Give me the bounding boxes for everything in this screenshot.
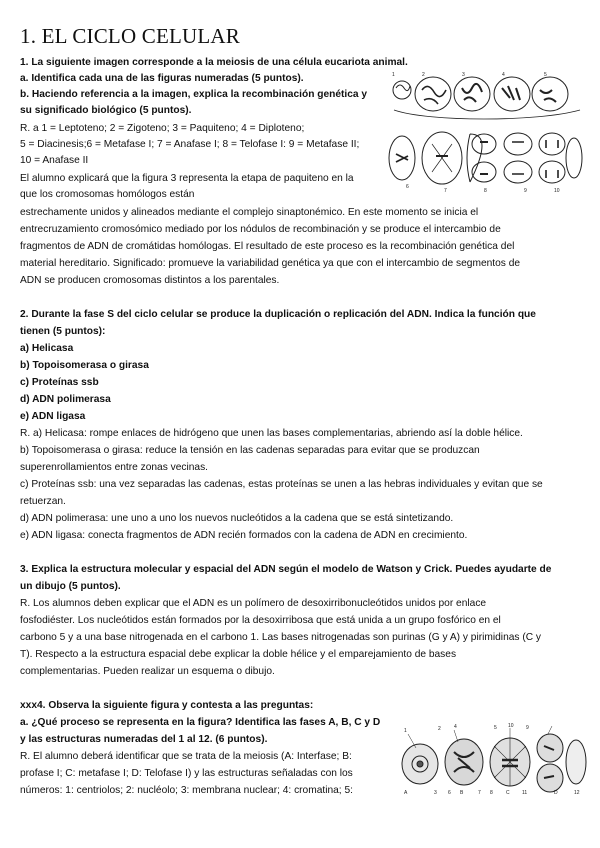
q2-line-6: d) ADN polimerasa [20, 394, 111, 405]
q3-answer-line-5: complementarias. Pueden realizar un esquema o dibujo. [20, 666, 275, 677]
q1-answer-line-7: entrecruzamiento cromosómico mediado por los nódulos de recombinación y se produce el intercambio de [20, 224, 501, 235]
fig2-label-7: 7 [478, 790, 481, 796]
q1-line-3: b. Haciendo referencia a la imagen, explica la recombinación genética y [20, 89, 368, 100]
q3-line-1: 3. Explica la estructura molecular y espacial del ADN según el modelo de Watson y Crick. Puedes ayudarte de [20, 564, 552, 575]
q1-answer-line-10: ADN se producen cromosomas distintos a los parentales. [20, 275, 280, 286]
fig2-label-B: B [460, 790, 464, 796]
q3-line-2: un dibujo (5 puntos). [20, 581, 121, 592]
fig2-label-2: 2 [438, 726, 441, 732]
fig1-label-9: 9 [524, 188, 527, 194]
q1-answer-line-1: R. a 1 = Leptoteno; 2 = Zigoteno; 3 = Paquiteno; 4 = Diploteno; [20, 123, 305, 134]
q1-answer-line-5: que los cromosomas homólogos están [20, 189, 195, 200]
q2-line-5: c) Proteínas ssb [20, 377, 99, 388]
fig2-label-4: 4 [454, 724, 457, 730]
fig2-label-5: 5 [494, 725, 497, 731]
q1-answer-line-3: 10 = Anafase II [20, 155, 89, 166]
cell-division-figure [398, 722, 588, 798]
fig2-label-6: 6 [448, 790, 451, 796]
q4-line-3: y las estructuras numeradas del 1 al 12. (6 puntos). [20, 734, 268, 745]
fig2-label-3: 3 [434, 790, 437, 796]
q2-line-7: e) ADN ligasa [20, 411, 86, 422]
fig2-label-12: 12 [574, 790, 580, 796]
fig1-label-5: 5 [544, 72, 547, 78]
fig1-label-1: 1 [392, 72, 395, 78]
fig1-label-2: 2 [422, 72, 425, 78]
q3-answer-line-2: fosfodiéster. Los nucleótidos están formados por la desoxirribosa que está unida a un grupo fosfórico en el [20, 615, 501, 626]
q4-line-1: xxx4. Observa la siguiente figura y contesta a las preguntas: [20, 700, 314, 711]
q1-answer-line-4: El alumno explicará que la figura 3 representa la etapa de paquiteno en la [20, 173, 354, 184]
meiosis-figure [388, 70, 586, 198]
q2-answer-line-4: c) Proteínas ssb: una vez separadas las cadenas, estas proteínas se unen a las hebras individuales y evitan que se [20, 479, 543, 490]
fig2-label-C: C [506, 790, 510, 796]
fig2-label-9: 9 [526, 725, 529, 731]
q2-answer-line-3: superenrollamientos entre zonas vecinas. [20, 462, 209, 473]
q4-answer-line-3: números: 1: centriolos; 2: nucléolo; 3: membrana nuclear; 4: cromatina; 5: [20, 785, 353, 796]
q2-answer-line-2: b) Topoisomerasa o girasa: reduce la tensión en las cadenas separadas para evitar que se produzcan [20, 445, 480, 456]
q3-answer-line-1: R. Los alumnos deben explicar que el ADN es un polímero de desoxirribonucleótidos unidos por enlace [20, 598, 487, 609]
q2-answer-line-7: e) ADN ligasa: conecta fragmentos de ADN recién formados con la cadena de ADN en crecimiento. [20, 530, 468, 541]
q1-answer-line-6: estrechamente unidos y alineados mediante el complejo sinaptonémico. En este momento se inicia el [20, 207, 479, 218]
fig2-label-10: 10 [508, 723, 514, 729]
fig2-label-1: 1 [404, 728, 407, 734]
fig1-label-3: 3 [462, 72, 465, 78]
fig1-label-10: 10 [554, 188, 560, 194]
q1-answer-line-9: material hereditario. Significado: promueve la variabilidad genética ya que con el intercambio de segmentos de [20, 258, 521, 269]
q4-answer-line-2: profase I; C: metafase I; D: Telofase I) y las estructuras señaladas con los [20, 768, 353, 779]
fig2-label-11: 11 [522, 790, 528, 796]
q4-line-2: a. ¿Qué proceso se representa en la figura? Identifica las fases A, B, C y D [20, 717, 381, 728]
fig1-label-4: 4 [502, 72, 505, 78]
fig2-label-D: D [554, 790, 558, 796]
q2-line-4: b) Topoisomerasa o girasa [20, 360, 149, 371]
q2-answer-line-1: R. a) Helicasa: rompe enlaces de hidrógeno que unen las bases complementarias, abriendo así la doble hélice. [20, 428, 523, 439]
q1-line-1: 1. La siguiente imagen corresponde a la meiosis de una célula eucariota animal. [20, 57, 408, 68]
q1-line-4: su significado biológico (5 puntos). [20, 105, 192, 116]
q1-line-2: a. Identifica cada una de las figuras numeradas (5 puntos). [20, 73, 304, 84]
q1-answer-line-2: 5 = Diacinesis;6 = Metafase I; 7 = Anafase I; 8 = Telofase I: 9 = Metafase II; [20, 139, 360, 150]
fig2-label-8: 8 [490, 790, 493, 796]
page-title: 1. EL CICLO CELULAR [20, 24, 241, 48]
q2-line-3: a) Helicasa [20, 343, 74, 354]
fig2-label-A: A [404, 790, 408, 796]
fig1-label-8: 8 [484, 188, 487, 194]
q3-answer-line-3: carbono 5 y a una base nitrogenada en el carbono 1. Las bases nitrogenadas son purinas (G y A) y pirimidinas (C y [20, 632, 541, 643]
fig1-label-6: 6 [406, 184, 409, 190]
q4-answer-line-1: R. El alumno deberá identificar que se trata de la meiosis (A: Interfase; B: [20, 751, 352, 762]
q1-answer-line-8: fragmentos de ADN de cromátidas homólogas. El resultado de este proceso es la recombinación genética del [20, 241, 515, 252]
q3-answer-line-4: T). Respecto a la estructura espacial debe explicar la doble hélice y el emparejamiento de bases [20, 649, 457, 660]
q2-line-1: 2. Durante la fase S del ciclo celular se produce la duplicación o replicación del ADN. Indica la función que [20, 309, 536, 320]
fig1-label-7: 7 [444, 188, 447, 194]
q2-line-2: tienen (5 puntos): [20, 326, 106, 337]
q2-answer-line-6: d) ADN polimerasa: une uno a uno los nuevos nucleótidos a la cadena que se está sintetizando. [20, 513, 454, 524]
q2-answer-line-5: retuerzan. [20, 496, 66, 507]
